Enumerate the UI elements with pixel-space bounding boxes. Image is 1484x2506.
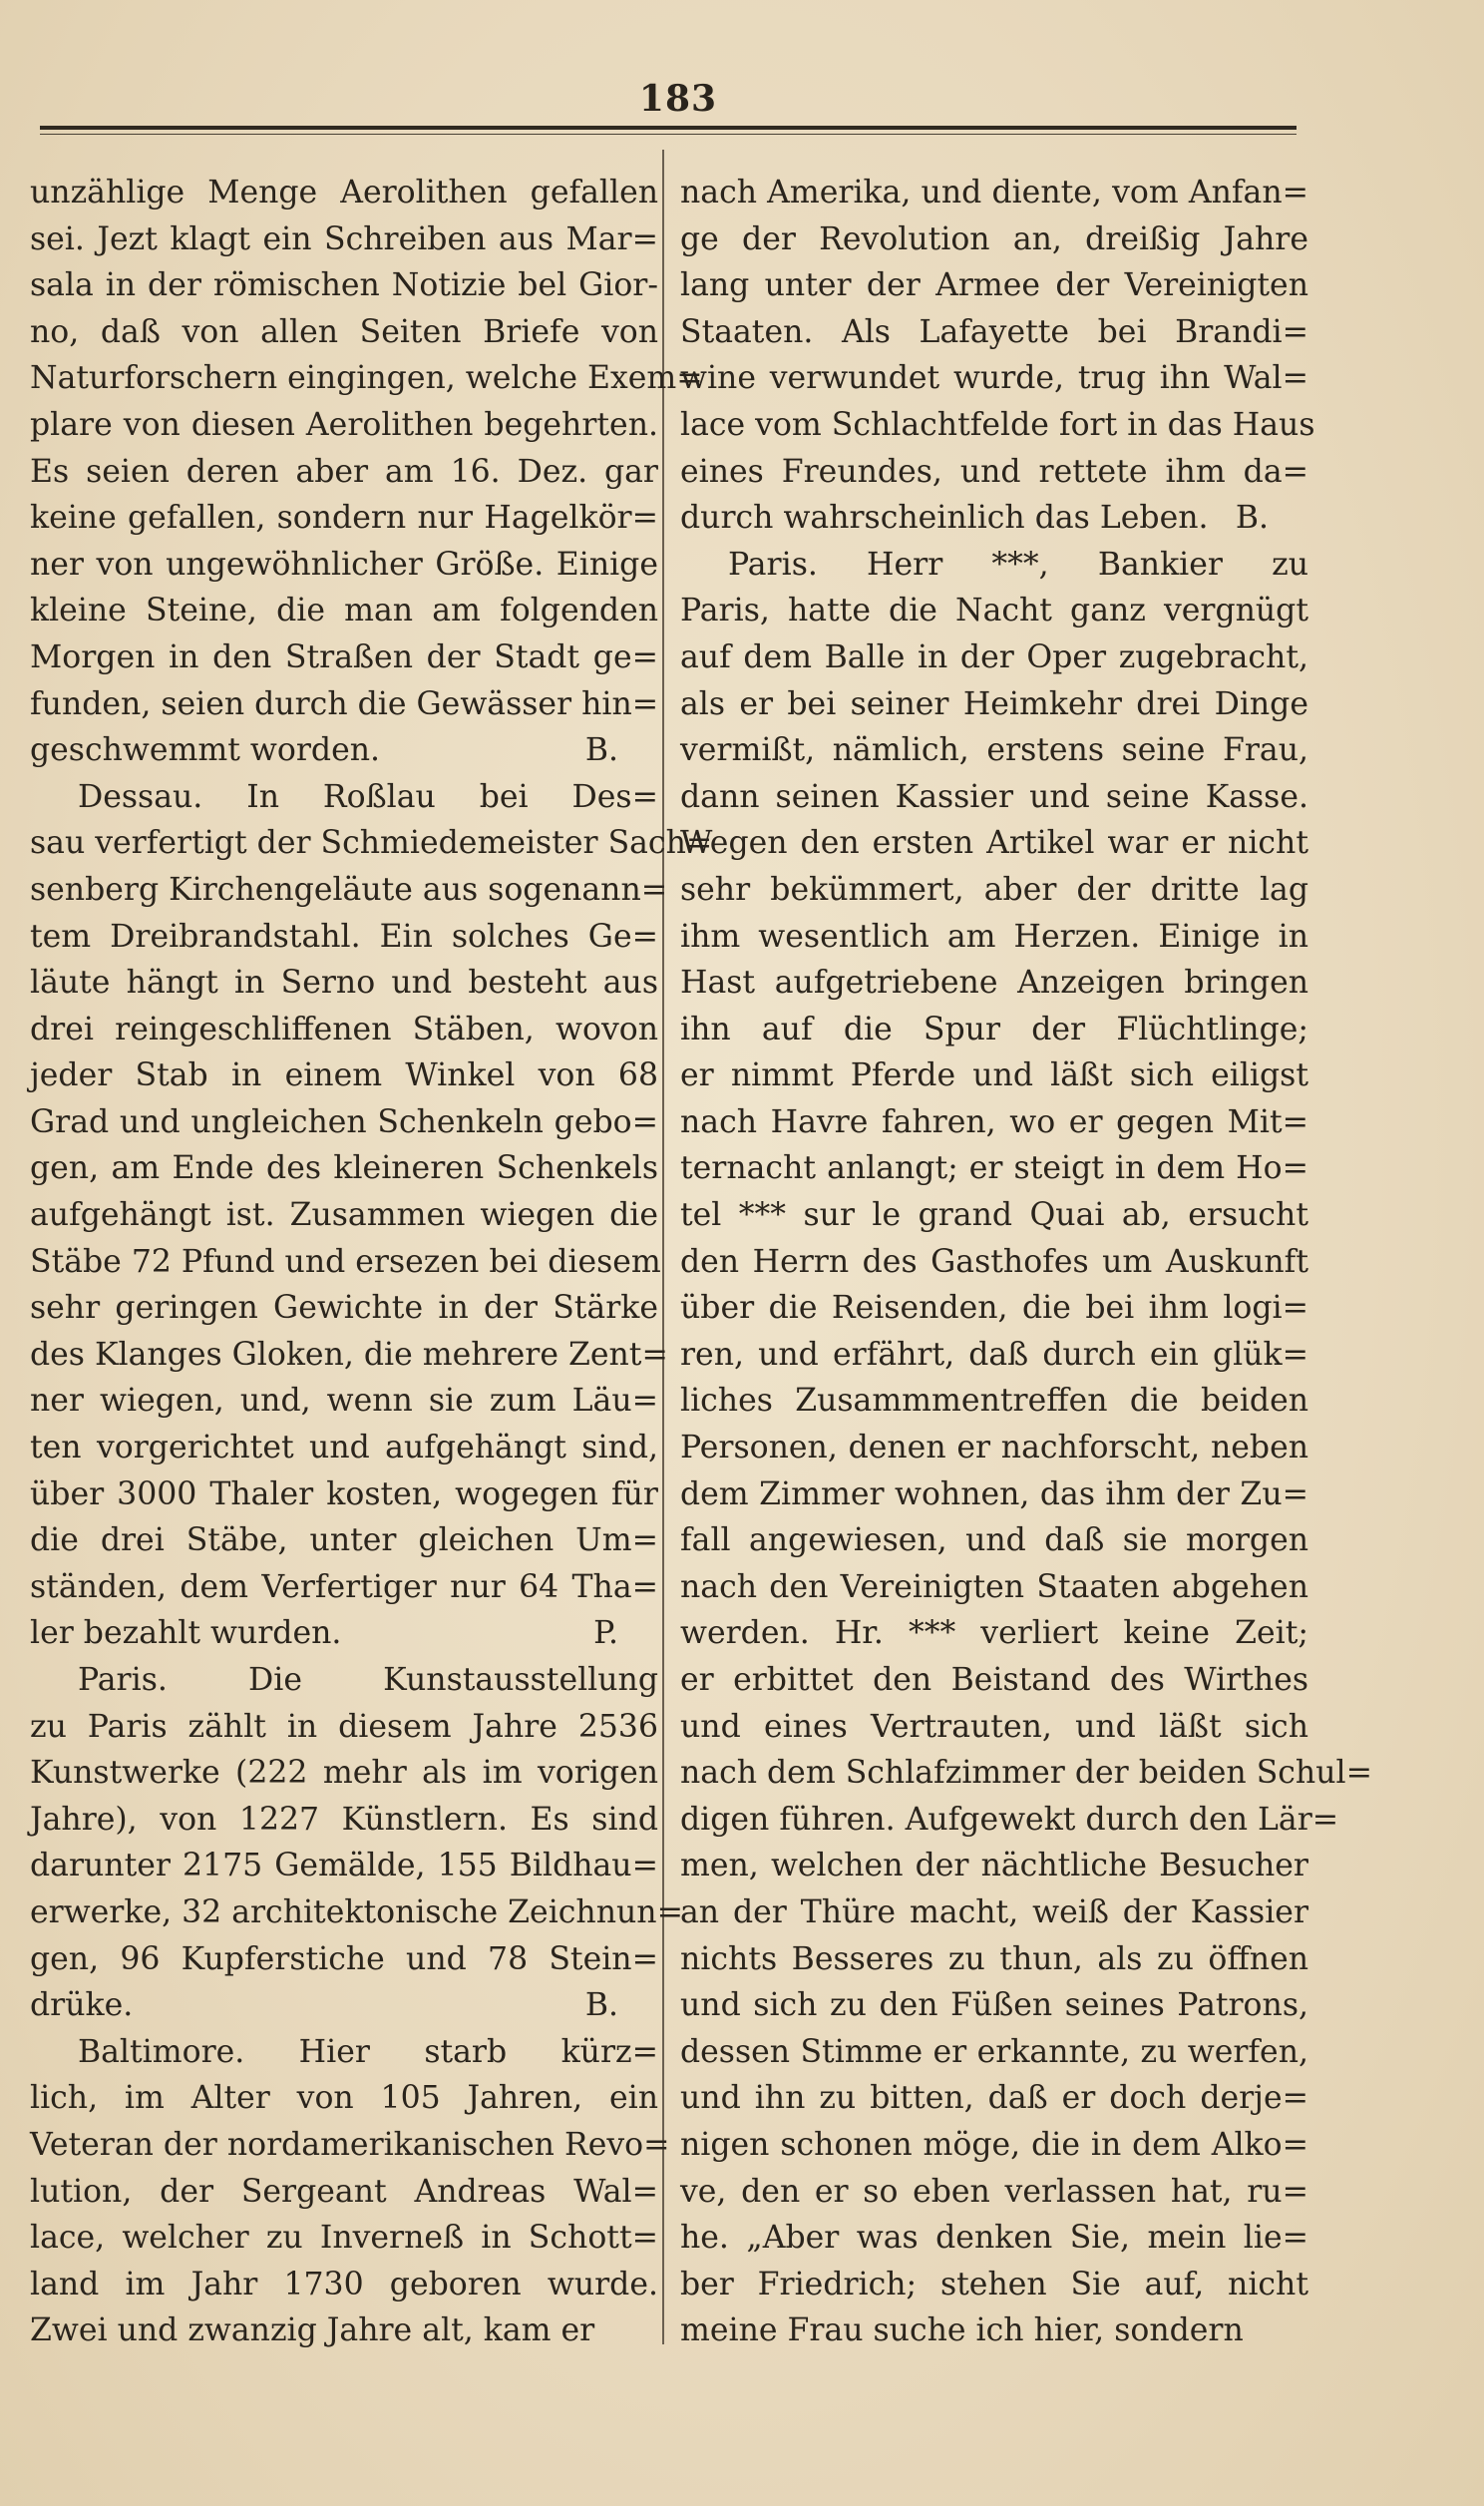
line-text: meine Frau suche ich hier, sondern — [680, 2312, 1244, 2349]
left-column — [30, 170, 713, 2354]
line-text: ner von ungewöhnlicher Größe. Einige — [30, 546, 658, 583]
line-text: er erbittet den Beistand des Wirthes — [680, 1662, 1308, 1698]
line-text: an der Thüre macht, weiß der Kassier — [680, 1893, 1308, 1930]
line-text: Paris. Die Kunstausstellung — [78, 1662, 658, 1698]
text-line — [30, 1610, 658, 1657]
line-text: ihn auf die Spur der Flüchtlinge; — [680, 1011, 1308, 1047]
line-text: Veteran der nordamerikanischen Revo= — [30, 2126, 670, 2163]
text-line — [680, 1750, 1372, 1797]
line-text: auf dem Balle in der Oper zugebracht, — [680, 638, 1308, 675]
text-line — [680, 2215, 1308, 2262]
text-line — [680, 170, 1308, 216]
text-line — [680, 216, 1308, 263]
line-text: ren, und erfährt, daß durch ein glük= — [680, 1336, 1308, 1373]
text-line — [30, 1982, 658, 2029]
line-text: lace, welcher zu Inverneß in Schott= — [30, 2220, 658, 2257]
text-line — [30, 216, 658, 263]
text-line — [30, 449, 658, 496]
line-text: ner wiegen, und, wenn sie zum Läu= — [30, 1383, 658, 1420]
text-line — [30, 1332, 668, 1379]
text-line — [680, 1192, 1308, 1239]
line-text: und eines Vertrauten, und läßt sich — [680, 1708, 1308, 1745]
text-line — [680, 1610, 1308, 1657]
text-line — [30, 2262, 658, 2308]
line-text: lang unter der Armee der Vereinigten — [680, 267, 1308, 304]
line-text: dann seinen Kassier und seine Kasse. — [680, 778, 1308, 815]
text-line — [680, 1239, 1308, 1286]
line-text: liches Zusammmentreffen die beiden — [680, 1383, 1308, 1420]
text-line — [30, 2307, 658, 2354]
text-line — [680, 727, 1308, 774]
line-text: drüke. — [30, 1987, 134, 2024]
line-text: he. „Aber was denken Sie, mein lie= — [680, 2220, 1308, 2257]
text-line — [680, 1099, 1308, 1146]
text-line — [30, 634, 658, 681]
text-line — [30, 542, 658, 589]
text-line — [680, 1052, 1308, 1099]
text-line — [30, 681, 658, 728]
line-text: er nimmt Pferde und läßt sich eiligst — [680, 1057, 1308, 1094]
line-text: ihm wesentlich am Herzen. Einige in — [680, 918, 1308, 955]
line-text: Zwei und zwanzig Jahre alt, kam er — [30, 2312, 595, 2349]
page-number: 183 — [638, 78, 718, 120]
text-line — [680, 1797, 1339, 1844]
text-line — [680, 2029, 1308, 2076]
line-text: ber Friedrich; stehen Sie auf, nicht — [680, 2266, 1308, 2302]
text-line — [30, 1425, 658, 1471]
line-text: sau verfertigt der Schmiedemeister Sach= — [30, 825, 713, 862]
column-divider — [662, 150, 664, 2344]
text-line — [680, 1936, 1308, 1983]
line-text: ternacht anlangt; er steigt in dem Ho= — [680, 1150, 1308, 1187]
author-signature: B. — [584, 732, 618, 769]
line-text: läute hängt in Serno und besteht aus — [30, 965, 658, 1002]
text-line — [680, 1704, 1308, 1751]
line-text: durch wahrscheinlich das Leben. — [680, 500, 1209, 537]
text-line — [680, 1285, 1308, 1332]
line-text: Personen, denen er nachforscht, neben — [680, 1430, 1308, 1466]
line-text: und sich zu den Füßen seines Patrons, — [680, 1987, 1308, 2024]
line-text: aufgehängt ist. Zusammen wiegen die — [30, 1197, 658, 1234]
line-text: darunter 2175 Gemälde, 155 Bildhau= — [30, 1848, 658, 1884]
text-line — [680, 402, 1315, 449]
text-line — [30, 1239, 661, 1286]
text-line — [680, 2262, 1308, 2308]
text-line — [30, 170, 658, 216]
line-text: ständen, dem Verfertiger nur 64 Tha= — [30, 1568, 658, 1605]
text-line — [30, 495, 658, 542]
line-text: nach dem Schlafzimmer der beiden Schul= — [680, 1755, 1372, 1792]
line-text: geschwemmt worden. — [30, 732, 381, 769]
line-text: sehr geringen Gewichte in der Stärke — [30, 1290, 658, 1327]
header-rule-thin — [40, 134, 1297, 135]
line-text: nichts Besseres zu thun, als zu öffnen — [680, 1940, 1308, 1977]
line-text: nach Havre fahren, wo er gegen Mit= — [680, 1103, 1308, 1140]
line-text: als er bei seiner Heimkehr drei Dinge — [680, 685, 1308, 722]
right-column — [680, 170, 1372, 2354]
text-line — [30, 1517, 658, 1564]
text-line — [30, 355, 703, 402]
text-line — [680, 449, 1308, 496]
text-line — [30, 1797, 658, 1844]
line-text: eines Freundes, und rettete ihm da= — [680, 453, 1308, 490]
line-text: kleine Steine, die man am folgenden — [30, 593, 658, 629]
text-line — [680, 1889, 1308, 1936]
text-line — [30, 1192, 658, 1239]
line-text: Dessau. In Roßlau bei Des= — [78, 778, 658, 815]
text-line — [30, 262, 658, 309]
text-line — [680, 2122, 1308, 2169]
line-text: Grad und ungleichen Schenkeln gebo= — [30, 1103, 658, 1140]
text-line — [30, 2075, 658, 2122]
text-line — [30, 1378, 658, 1425]
text-line — [30, 1564, 658, 1611]
text-line — [30, 820, 713, 867]
line-text: lace vom Schlachtfelde fort in das Haus — [680, 406, 1315, 443]
text-line — [680, 1982, 1308, 2029]
text-line — [30, 1843, 658, 1889]
line-text: über die Reisenden, die bei ihm logi= — [680, 1290, 1308, 1327]
text-line — [680, 309, 1308, 356]
line-text: men, welchen der nächtliche Besucher — [680, 1848, 1308, 1884]
text-line — [30, 309, 658, 356]
line-text: lich, im Alter von 105 Jahren, ein — [30, 2080, 658, 2117]
text-line — [30, 2215, 658, 2262]
text-line — [30, 1145, 658, 1192]
text-line — [680, 960, 1308, 1007]
line-text: die drei Stäbe, unter gleichen Um= — [30, 1522, 658, 1559]
line-text: des Klanges Gloken, die mehrere Zent= — [30, 1336, 668, 1373]
text-line — [680, 588, 1308, 634]
line-text: ler bezahlt wurden. — [30, 1615, 342, 1652]
text-line — [680, 1517, 1308, 1564]
text-line — [680, 914, 1308, 961]
line-text: Kunstwerke (222 mehr als im vorigen — [30, 1755, 658, 1792]
line-text: jeder Stab in einem Winkel von 68 — [30, 1057, 658, 1094]
line-text: Staaten. Als Lafayette bei Brandi= — [680, 313, 1308, 350]
line-text: senberg Kirchengeläute aus sogenann= — [30, 871, 668, 908]
text-line — [680, 542, 1308, 589]
line-text: den Herrn des Gasthofes um Auskunft — [680, 1243, 1308, 1280]
header-rule — [40, 126, 1297, 130]
text-line — [680, 774, 1308, 821]
text-line — [680, 2169, 1308, 2216]
text-line — [30, 2029, 658, 2076]
text-line — [30, 1052, 658, 1099]
text-line — [680, 681, 1308, 728]
line-text: digen führen. Aufgewekt durch den Lär= — [680, 1801, 1339, 1838]
text-line — [680, 1564, 1308, 1611]
line-text: tem Dreibrandstahl. Ein solches Ge= — [30, 918, 658, 955]
line-text: werden. Hr. *** verliert keine Zeit; — [680, 1615, 1308, 1652]
line-text: wine verwundet wurde, trug ihn Wal= — [680, 360, 1308, 397]
author-signature: B. — [584, 1987, 618, 2024]
line-text: Paris, hatte die Nacht ganz vergnügt — [680, 593, 1308, 629]
text-line — [30, 402, 658, 449]
line-text: no, daß von allen Seiten Briefe von — [30, 313, 658, 350]
text-line — [680, 1657, 1308, 1704]
line-text: unzählige Menge Aerolithen gefallen — [30, 175, 658, 210]
text-line — [30, 1471, 658, 1518]
text-line — [30, 1657, 658, 1704]
line-text: Es seien deren aber am 16. Dez. gar — [30, 453, 658, 490]
line-text: nach den Vereinigten Staaten abgehen — [680, 1568, 1308, 1605]
text-line — [680, 867, 1308, 914]
line-text: ge der Revolution an, dreißig Jahre — [680, 220, 1308, 257]
line-text: gen, am Ende des kleineren Schenkels — [30, 1150, 658, 1187]
text-line — [680, 1378, 1308, 1425]
text-line — [30, 867, 668, 914]
line-text: plare von diesen Aerolithen begehrten. — [30, 406, 658, 443]
line-text: Morgen in den Straßen der Stadt ge= — [30, 638, 658, 675]
text-line — [680, 355, 1308, 402]
text-line — [30, 1704, 658, 1751]
line-text: lution, der Sergeant Andreas Wal= — [30, 2173, 658, 2210]
author-signature: B. — [1235, 500, 1269, 537]
text-line — [680, 820, 1308, 867]
line-text: Jahre), von 1227 Künstlern. Es sind — [30, 1801, 658, 1838]
text-line — [30, 588, 658, 634]
line-text: Hast aufgetriebene Anzeigen bringen — [680, 965, 1308, 1002]
text-line — [680, 2075, 1308, 2122]
text-line — [680, 262, 1308, 309]
text-line — [680, 1425, 1308, 1471]
line-text: erwerke, 32 architektonische Zeichnun= — [30, 1893, 683, 1930]
line-text: fall angewiesen, und daß sie morgen — [680, 1522, 1308, 1559]
line-text: Naturforschern eingingen, welche Exem= — [30, 360, 703, 397]
text-line — [680, 634, 1308, 681]
text-line — [680, 495, 1308, 542]
text-line — [30, 1889, 683, 1936]
text-line — [30, 960, 658, 1007]
line-text: gen, 96 Kupferstiche und 78 Stein= — [30, 1940, 658, 1977]
line-text: keine gefallen, sondern nur Hagelkör= — [30, 500, 658, 537]
line-text: über 3000 Thaler kosten, wogegen für — [30, 1475, 658, 1512]
line-text: Paris. Herr ***, Bankier zu — [728, 546, 1308, 583]
text-line — [680, 1145, 1308, 1192]
line-text: Stäbe 72 Pfund und ersezen bei diesem — [30, 1243, 661, 1280]
text-line — [30, 1007, 658, 1053]
text-line — [30, 1099, 658, 1146]
line-text: nach Amerika, und diente, vom Anfan= — [680, 175, 1308, 210]
text-line — [30, 1936, 658, 1983]
text-line — [30, 2169, 658, 2216]
author-signature: P. — [593, 1615, 618, 1652]
text-line — [680, 2307, 1308, 2354]
text-line — [680, 1471, 1308, 1518]
line-text: dessen Stimme er erkannte, zu werfen, — [680, 2033, 1308, 2070]
line-text: tel *** sur le grand Quai ab, ersucht — [680, 1197, 1308, 1234]
line-text: dem Zimmer wohnen, das ihm der Zu= — [680, 1475, 1308, 1512]
line-text: zu Paris zählt in diesem Jahre 2536 — [30, 1708, 658, 1745]
line-text: sei. Jezt klagt ein Schreiben aus Mar= — [30, 220, 658, 257]
text-line — [30, 1285, 658, 1332]
text-line — [680, 1843, 1308, 1889]
line-text: sehr bekümmert, aber der dritte lag — [680, 871, 1308, 908]
line-text: funden, seien durch die Gewässer hin= — [30, 685, 659, 722]
line-text: ten vorgerichtet und aufgehängt sind, — [30, 1430, 658, 1466]
line-text: Wegen den ersten Artikel war er nicht — [680, 825, 1308, 862]
line-text: Baltimore. Hier starb kürz= — [78, 2033, 658, 2070]
line-text: und ihn zu bitten, daß er doch derje= — [680, 2080, 1308, 2117]
text-line — [30, 914, 658, 961]
line-text: vermißt, nämlich, erstens seine Frau, — [680, 732, 1308, 769]
text-line — [30, 2122, 670, 2169]
line-text: sala in der römischen Notizie bel Gior- — [30, 267, 658, 304]
text-line — [680, 1332, 1308, 1379]
text-line — [30, 727, 658, 774]
line-text: land im Jahr 1730 geboren wurde. — [30, 2266, 658, 2302]
text-line — [30, 1750, 658, 1797]
line-text: nigen schonen möge, die in dem Alko= — [680, 2126, 1308, 2163]
text-line — [30, 774, 658, 821]
line-text: drei reingeschliffenen Stäben, wovon — [30, 1011, 658, 1047]
line-text: ve, den er so eben verlassen hat, ru= — [680, 2173, 1308, 2210]
text-line — [680, 1007, 1308, 1053]
